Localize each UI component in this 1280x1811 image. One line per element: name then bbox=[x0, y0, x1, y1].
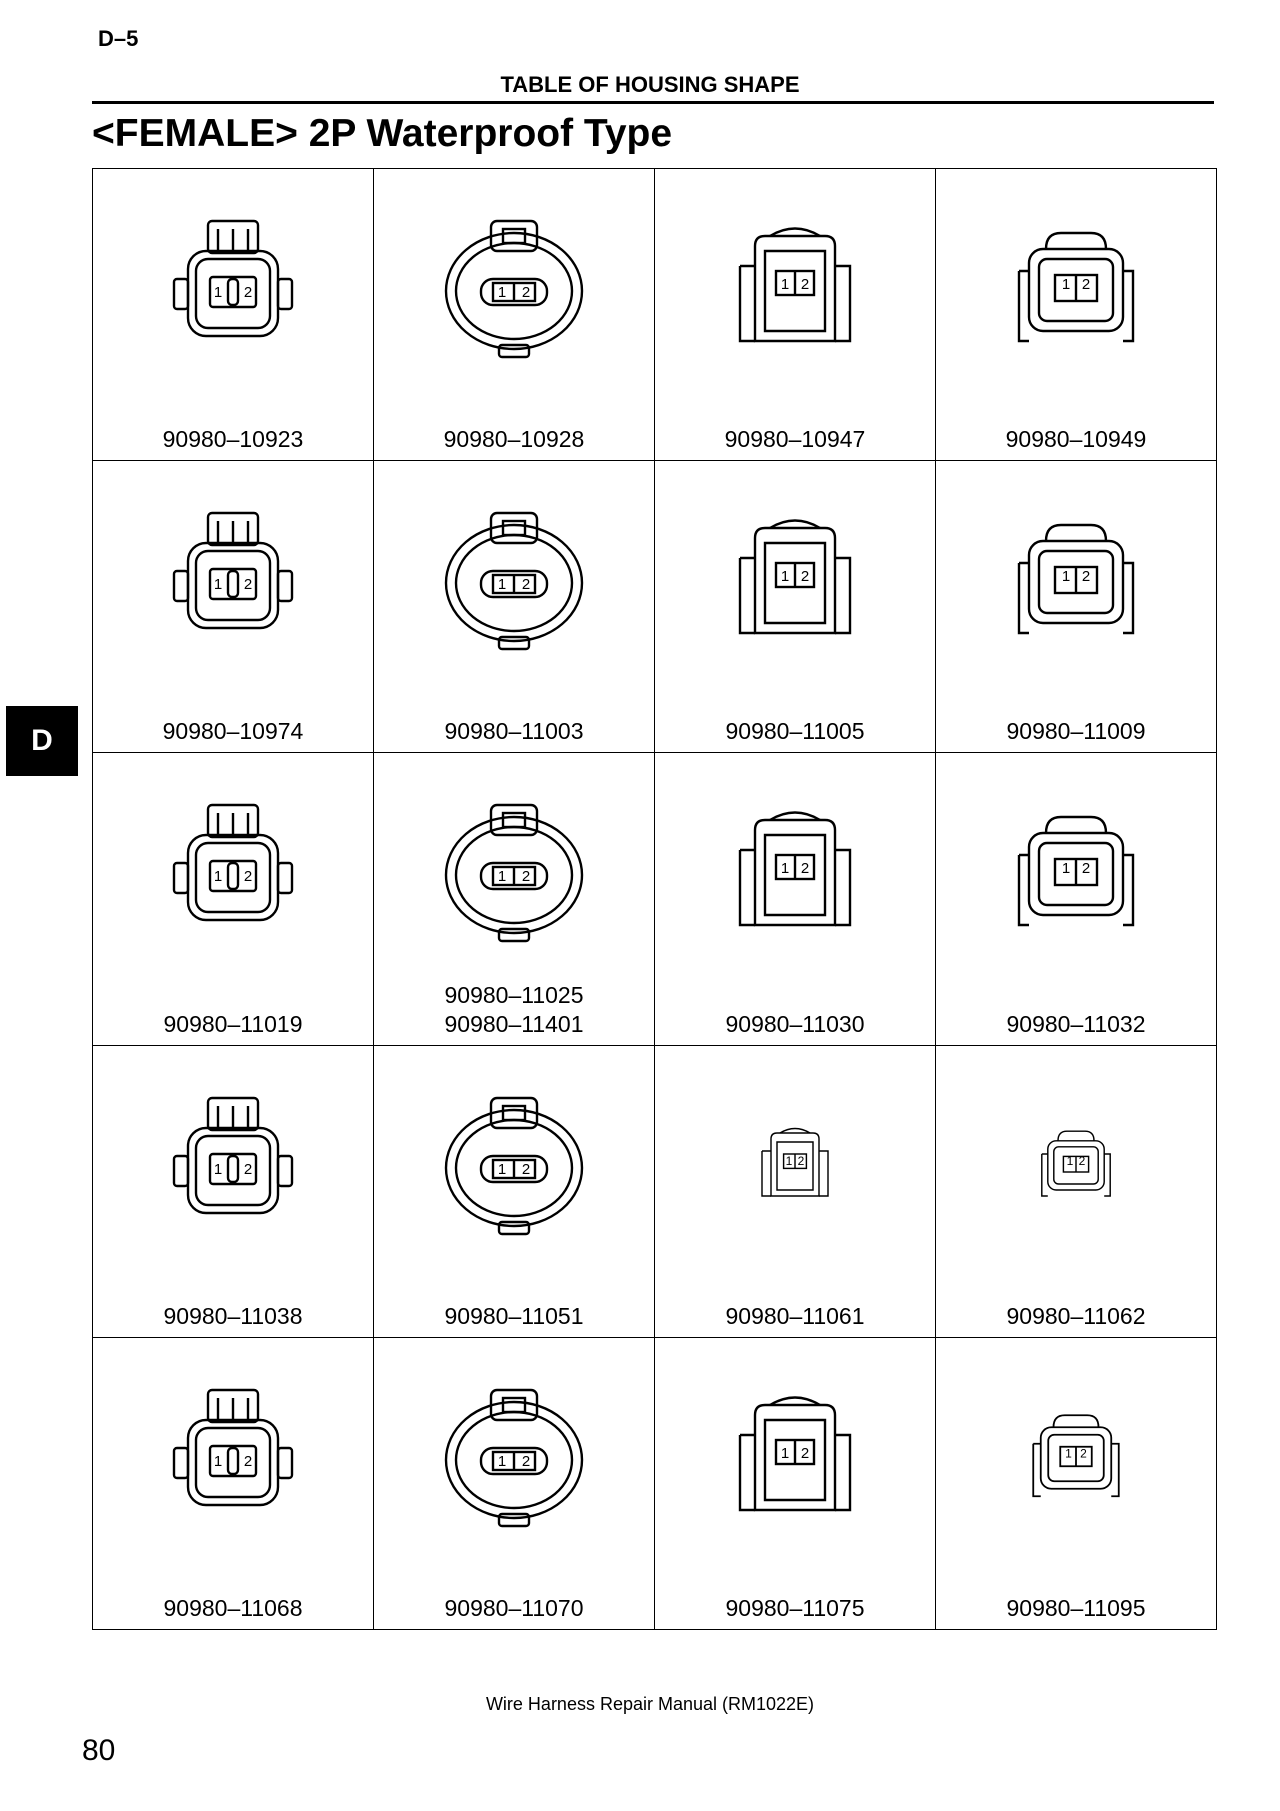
pin-label: 1 bbox=[213, 1160, 223, 1178]
connector-housing-icon bbox=[710, 483, 880, 673]
connector-cell-inner bbox=[936, 753, 1216, 1044]
pin-label: 1 bbox=[1066, 1153, 1074, 1168]
connector-cell-inner bbox=[374, 753, 654, 1044]
pin-label: 1 bbox=[497, 576, 507, 594]
pin-label: 1 bbox=[785, 1153, 793, 1168]
part-number-label bbox=[93, 1010, 373, 1039]
pin-label: 2 bbox=[521, 284, 531, 301]
pin-label: 1 bbox=[780, 860, 790, 878]
connector-cell bbox=[655, 1337, 936, 1629]
connector-cell bbox=[655, 169, 936, 461]
part-number-label bbox=[93, 1302, 373, 1331]
pin-label: 2 bbox=[797, 1153, 805, 1168]
part-number-label bbox=[374, 1594, 654, 1623]
pin-label: 1 bbox=[780, 568, 790, 586]
connector-cell-inner bbox=[655, 169, 935, 460]
connector-cell-inner bbox=[936, 461, 1216, 752]
connector-housing-icon bbox=[429, 483, 599, 673]
connector-housing-icon bbox=[429, 191, 599, 381]
connector-cell bbox=[374, 461, 655, 753]
connector-housing-icon bbox=[991, 1360, 1161, 1550]
connector-cell-inner bbox=[93, 461, 373, 752]
connector-housing-icon bbox=[710, 191, 880, 381]
connector-housing-icon bbox=[991, 483, 1161, 673]
part-number: 90980–10949 bbox=[1005, 426, 1147, 453]
connector-cell bbox=[93, 461, 374, 753]
pin-label: 2 bbox=[243, 284, 253, 301]
part-number: 90980–11025 bbox=[444, 981, 584, 1008]
pin-label: 1 bbox=[1065, 1446, 1072, 1460]
pin-label: 1 bbox=[497, 284, 507, 301]
part-number: 90980–11032 bbox=[1006, 1010, 1146, 1037]
connector-cell bbox=[936, 1337, 1217, 1629]
part-number: 90980–11003 bbox=[444, 718, 584, 745]
connector-housing-icon bbox=[148, 1068, 318, 1258]
connector-cell bbox=[93, 753, 374, 1045]
connector-housing-icon bbox=[429, 775, 599, 965]
connector-housing-icon bbox=[710, 1068, 880, 1258]
connector-cell bbox=[93, 169, 374, 461]
part-number-label bbox=[936, 717, 1216, 746]
part-number-label bbox=[655, 1010, 935, 1039]
connector-cell bbox=[374, 1337, 655, 1629]
part-number-label bbox=[936, 1010, 1216, 1039]
pin-label: 2 bbox=[521, 868, 531, 886]
part-number-label bbox=[374, 717, 654, 746]
part-number-label bbox=[936, 1302, 1216, 1331]
connector-housing-icon bbox=[429, 1360, 599, 1550]
table-row bbox=[93, 1337, 1217, 1629]
connector-housing-icon bbox=[991, 191, 1161, 381]
connector-cell-inner bbox=[93, 753, 373, 1044]
pin-label: 1 bbox=[213, 1452, 223, 1470]
part-number-label bbox=[655, 1302, 935, 1331]
pin-label: 2 bbox=[521, 576, 531, 594]
part-number-label bbox=[936, 425, 1216, 454]
part-number: 90980–10923 bbox=[162, 426, 304, 453]
part-number-label bbox=[655, 717, 935, 746]
housing-shape-table bbox=[92, 168, 1217, 1630]
part-number: 90980–11401 bbox=[444, 1010, 584, 1037]
table-row bbox=[93, 753, 1217, 1045]
connector-housing-icon bbox=[148, 191, 318, 381]
connector-cell bbox=[374, 753, 655, 1045]
connector-cell-inner bbox=[93, 169, 373, 460]
connector-cell bbox=[93, 1337, 374, 1629]
connector-cell-inner bbox=[374, 169, 654, 460]
pin-label: 2 bbox=[243, 868, 253, 886]
part-number: 90980–11062 bbox=[1006, 1302, 1146, 1329]
connector-cell-inner bbox=[374, 1338, 654, 1629]
pin-label: 2 bbox=[521, 1452, 531, 1470]
connector-housing-icon bbox=[991, 775, 1161, 965]
part-number: 90980–11005 bbox=[725, 718, 865, 745]
part-number-label bbox=[374, 981, 654, 1039]
connector-cell bbox=[655, 753, 936, 1045]
part-number-label bbox=[93, 425, 373, 454]
pin-label: 1 bbox=[497, 868, 507, 886]
pin-label: 2 bbox=[1078, 1153, 1086, 1168]
pin-label: 2 bbox=[800, 1444, 810, 1462]
pin-label: 2 bbox=[1081, 860, 1091, 878]
pin-label: 1 bbox=[780, 1444, 790, 1462]
connector-cell-inner bbox=[936, 169, 1216, 460]
section-title: <FEMALE> 2P Waterproof Type bbox=[92, 112, 673, 155]
connector-cell bbox=[374, 169, 655, 461]
connector-cell-inner bbox=[374, 1046, 654, 1337]
part-number: 90980–11070 bbox=[444, 1595, 584, 1621]
connector-cell bbox=[655, 1045, 936, 1337]
header-rule bbox=[92, 101, 1214, 104]
pin-label: 2 bbox=[243, 576, 253, 594]
connector-cell-inner bbox=[93, 1338, 373, 1629]
part-number-label bbox=[374, 1302, 654, 1331]
part-number-label bbox=[655, 425, 935, 454]
connector-cell-inner bbox=[374, 461, 654, 752]
pin-label: 2 bbox=[1081, 568, 1091, 586]
connector-housing-icon bbox=[429, 1068, 599, 1258]
part-number-label bbox=[655, 1594, 935, 1623]
connector-housing-icon bbox=[148, 483, 318, 673]
part-number: 90980–11061 bbox=[725, 1302, 865, 1329]
part-number: 90980–10974 bbox=[162, 718, 304, 745]
pin-label: 1 bbox=[497, 1452, 507, 1470]
pin-label: 2 bbox=[243, 1452, 253, 1470]
connector-cell-inner bbox=[655, 1338, 935, 1629]
pin-label: 2 bbox=[800, 568, 810, 586]
connector-cell-inner bbox=[655, 1046, 935, 1337]
part-number: 90980–11075 bbox=[725, 1595, 865, 1621]
pin-label: 1 bbox=[497, 1160, 507, 1178]
part-number: 90980–11019 bbox=[163, 1010, 303, 1037]
connector-cell-inner bbox=[936, 1338, 1216, 1629]
part-number: 90980–10947 bbox=[724, 426, 866, 453]
pin-label: 2 bbox=[1080, 1446, 1087, 1460]
connector-cell bbox=[936, 461, 1217, 753]
connector-cell bbox=[93, 1045, 374, 1337]
pin-label: 1 bbox=[1061, 276, 1071, 293]
manual-title: Wire Harness Repair Manual (RM1022E) bbox=[485, 1694, 815, 1714]
connector-housing-icon bbox=[148, 775, 318, 965]
pin-label: 1 bbox=[213, 868, 223, 886]
part-number: 90980–10928 bbox=[443, 426, 585, 453]
pin-label: 2 bbox=[800, 276, 810, 293]
connector-cell-inner bbox=[655, 461, 935, 752]
page-code: D–5 bbox=[98, 26, 139, 51]
section-tab: D bbox=[6, 706, 78, 776]
pin-label: 2 bbox=[1081, 276, 1091, 293]
part-number: 90980–11009 bbox=[1006, 718, 1146, 745]
part-number: 90980–11095 bbox=[1006, 1595, 1146, 1621]
connector-cell bbox=[936, 169, 1217, 461]
connector-housing-icon bbox=[148, 1360, 318, 1550]
part-number-label bbox=[93, 1594, 373, 1623]
connector-cell bbox=[374, 1045, 655, 1337]
table-row bbox=[93, 1045, 1217, 1337]
pin-label: 2 bbox=[800, 860, 810, 878]
pin-label: 1 bbox=[213, 576, 223, 594]
pin-label: 2 bbox=[521, 1160, 531, 1178]
page-number: 80 bbox=[82, 1734, 116, 1767]
connector-housing-icon bbox=[991, 1068, 1161, 1258]
pin-label: 1 bbox=[213, 284, 223, 301]
connector-housing-icon bbox=[710, 775, 880, 965]
pin-label: 1 bbox=[780, 276, 790, 293]
part-number: 90980–11068 bbox=[163, 1595, 303, 1621]
part-number: 90980–11030 bbox=[725, 1010, 865, 1037]
part-number-label bbox=[93, 717, 373, 746]
part-number-label bbox=[374, 425, 654, 454]
table-row bbox=[93, 169, 1217, 461]
pin-label: 1 bbox=[1061, 568, 1071, 586]
part-number: 90980–11038 bbox=[163, 1302, 303, 1329]
table-row bbox=[93, 461, 1217, 753]
pin-label: 2 bbox=[243, 1160, 253, 1178]
part-number: 90980–11051 bbox=[444, 1302, 584, 1329]
part-number-label bbox=[936, 1594, 1216, 1623]
connector-housing-icon bbox=[710, 1360, 880, 1550]
running-title: TABLE OF HOUSING SHAPE bbox=[500, 72, 800, 97]
connector-cell bbox=[655, 461, 936, 753]
connector-cell-inner bbox=[93, 1046, 373, 1337]
connector-cell bbox=[936, 753, 1217, 1045]
connector-cell bbox=[936, 1045, 1217, 1337]
connector-cell-inner bbox=[655, 753, 935, 1044]
connector-cell-inner bbox=[936, 1046, 1216, 1337]
pin-label: 1 bbox=[1061, 860, 1071, 878]
